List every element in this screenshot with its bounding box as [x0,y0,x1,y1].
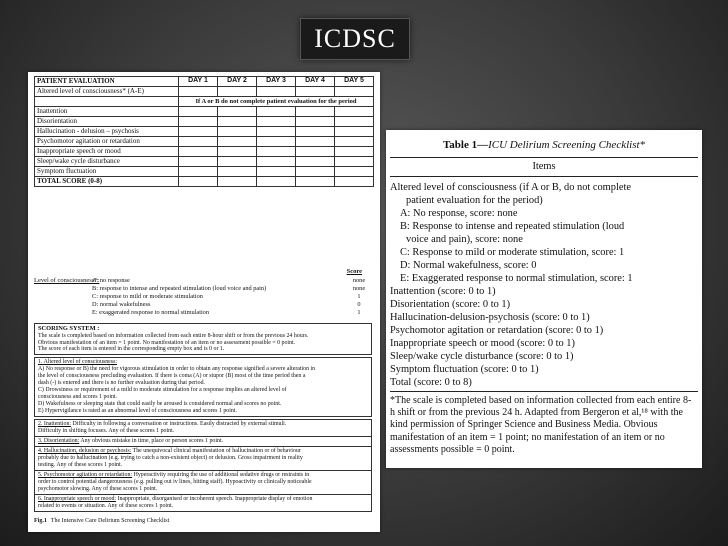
item-line: order to control potential dangerousness (e.g. pulling out iv lines, hitting staff). Hypoactivity or clinically noticeable [38,478,312,485]
evaluation-row [35,117,374,127]
levels-label: Level of consciousness*: [34,277,100,284]
figure-caption [34,518,169,525]
evaluation-header-row [35,77,374,87]
scoring-line: The score of each item is entered in the corresponding empty box and is 0 or 1. [38,346,225,353]
evaluation-row-label: Inappropriate speech or mood [35,147,179,157]
day-header: DAY 1 [179,77,218,87]
level-label: E: exaggerated response to normal stimulation [92,309,209,316]
item-line: probably due to hallucination (e.g. trying to catch a non-existent object) or delusion. Gross impairment in reality [38,454,303,461]
evaluation-row-label: Altered level of consciousness* (A-E) [35,87,179,97]
total-score-row [35,177,374,187]
item-1-box [34,357,372,417]
checklist-item: Disorientation (score: 0 to 1) [390,299,511,310]
items-column-header: Items [532,161,556,172]
level-row [92,277,372,284]
checklist-item: voice and pain), score: none [406,234,523,245]
checklist-item: patient evaluation for the period) [406,195,543,206]
item-heading: 6. Inappropriate speech or mood: [38,496,117,502]
day-header: DAY 2 [218,77,257,87]
item-line: related to events or situation. Any of these scores 1 point. [38,502,174,509]
level-score: none [352,277,366,284]
item-heading: 3. Disorientation: [38,438,80,444]
item-heading: 2. Inattention: [38,421,72,427]
item-line: consciousness and scores 1 point. [38,393,118,400]
level-label: C: response to mild or moderate stimulation [92,293,203,300]
day-header: DAY 5 [335,77,374,87]
item-line: Hyperactivity requiring the use of additional sedative drugs or restraints in [133,472,310,478]
level-row [92,293,372,300]
figure-caption-text: The Intensive Care Delirium Screening Checklist [50,518,170,524]
checklist-item: Altered level of consciousness (if A or B, do not complete [390,182,631,193]
checklist-item: E: Exaggerated response to normal stimulation, score: 1 [400,273,633,284]
item-line: The unequivocal clinical manifestation of hallucination or of behaviour [132,448,301,454]
item-line: Difficulty in shifting focuses. Any of these scores 1 point. [38,427,175,434]
scoring-title: SCORING SYSTEM : [38,325,100,332]
checklist-item: Sleep/wake cycle disturbance (score: 0 to 1) [390,351,574,362]
scoring-line: Obvious manifestation of an item = 1 point. No manifestation of an item or no assessment possible = 0 point. [38,339,296,346]
level-score: 1 [357,293,361,300]
evaluation-row-label: Disorientation [35,117,179,127]
item-5-box [34,470,372,495]
figure-number: Fig.1 [34,518,47,524]
checklist-item: D: Normal wakefulness, score: 0 [400,260,537,271]
level-label: B: response to intense and repeated stimulation (loud voice and pain) [92,285,267,292]
table-footnote: *The scale is completed based on information collected from each entire 8-h shift or from the previous 24 h. Adapted from Bergeron et al,¹⁸ with the kind permission of Springer Science and Business Media. Obvious manifestation of an item = 1 point; no manifestation of an item or no assessments possible = 0 point. [390,395,692,455]
slide-title: ICDSC [300,18,410,60]
evaluation-row-label: Psychomotor agitation or retardation [35,137,179,147]
score-header: Score [346,268,362,275]
checklist-item: Psychomotor agitation or retardation (score: 0 to 1) [390,325,604,336]
evaluation-row [35,137,374,147]
evaluation-row-label: Symptom fluctuation [35,167,179,177]
item-4-box [34,446,372,471]
checklist-item: Symptom fluctuation (score: 0 to 1) [390,364,539,375]
evaluation-row [35,107,374,117]
item-line: dash (-) is entered and there is no further evaluation during that period. [38,379,206,386]
table-title-italic: ICU Delirium Screening Checklist* [488,139,646,151]
item-heading: 1. Altered level of consciousness: [38,359,118,365]
item-line: Any obvious mistake in time, place or person scores 1 point. [80,438,224,444]
item-heading: 4. Hallucination, delusion or psychosis: [38,448,132,454]
evaluation-row [35,167,374,177]
item-line: A) No response or B) the need for vigorous stimulation in order to obtain any response signified a severe alteration in [38,365,316,372]
item-line: the level of consciousness precluding evaluation. If there is coma (A) or stupor (B) most of the time period then a [38,372,306,379]
evaluation-row [35,147,374,157]
level-score: 0 [357,301,361,308]
table-top-rule [390,157,698,158]
item-line: E) Hypervigilance is rated as an abnormal level of consciousness and scores 1 point. [38,407,237,414]
checklist-item: Total (score: 0 to 8) [390,377,472,388]
patient-evaluation-form [28,72,380,532]
item-line: testing. Any of these scores 1 point. [38,461,123,468]
level-row [92,309,372,316]
item-line: psychomotor slowing. Any of these scores 1 point. [38,485,158,492]
evaluation-row [35,157,374,167]
scoring-line: The scale is completed based on information collected from each entire 8-hour shift or from the previous 24 hours. [38,332,309,339]
level-row [92,301,372,308]
table-header-rule [390,176,698,177]
level-score: none [352,285,366,292]
item-line: D) Wakefulness or sleeping state that could easily be aroused is considered normal and scores no point. [38,400,282,407]
icdsc-table [386,130,702,468]
evaluation-row-label: Sleep/wake cycle disturbance [35,157,179,167]
evaluation-row [35,127,374,137]
table-bottom-rule [390,391,698,392]
level-label: D: normal wakefulness [92,301,151,308]
item-line: C) Drowsiness or requirement of a mild to moderate stimulation for a response implies an altered level of [38,386,287,393]
table-title [386,139,702,152]
table-title-prefix: Table 1— [442,139,489,151]
day-header: DAY 3 [257,77,296,87]
evaluation-header-label: PATIENT EVALUATION [35,77,179,87]
level-row [92,285,372,292]
item-line: Difficulty in following a conversation or instructions. Easily distracted by external stimuli. [72,421,287,427]
item-line: Inappropriate, disorganised or incoherent speech. Inappropriate display of emotion [117,496,313,502]
evaluation-note-row [35,97,374,107]
checklist-item: B: Response to intense and repeated stimulation (loud [400,221,625,232]
evaluation-table [34,76,374,187]
day-header: DAY 4 [296,77,335,87]
item-heading: 5. Psychomotor agitation or retardation: [38,472,133,478]
level-score: 1 [357,309,361,316]
item-6-box [34,494,372,512]
checklist-item: C: Response to mild or moderate stimulation, score: 1 [400,247,625,258]
evaluation-note: If A or B do not complete patient evaluation for the period [179,97,374,107]
evaluation-row-label: Inattention [35,107,179,117]
evaluation-row-label: Hallucination - delusion – psychosis [35,127,179,137]
total-score-label: TOTAL SCORE (0-8) [35,177,179,187]
checklist-item: Inappropriate speech or mood (score: 0 to 1) [390,338,575,349]
item-2-box [34,419,372,437]
scoring-system-box [34,323,372,355]
checklist-item: A: No response, score: none [400,208,518,219]
evaluation-row [35,87,374,97]
checklist-item: Hallucination-delusion-psychosis (score: 0 to 1) [390,312,590,323]
checklist-item: Inattention (score: 0 to 1) [390,286,496,297]
level-label: A: no response [92,277,130,284]
